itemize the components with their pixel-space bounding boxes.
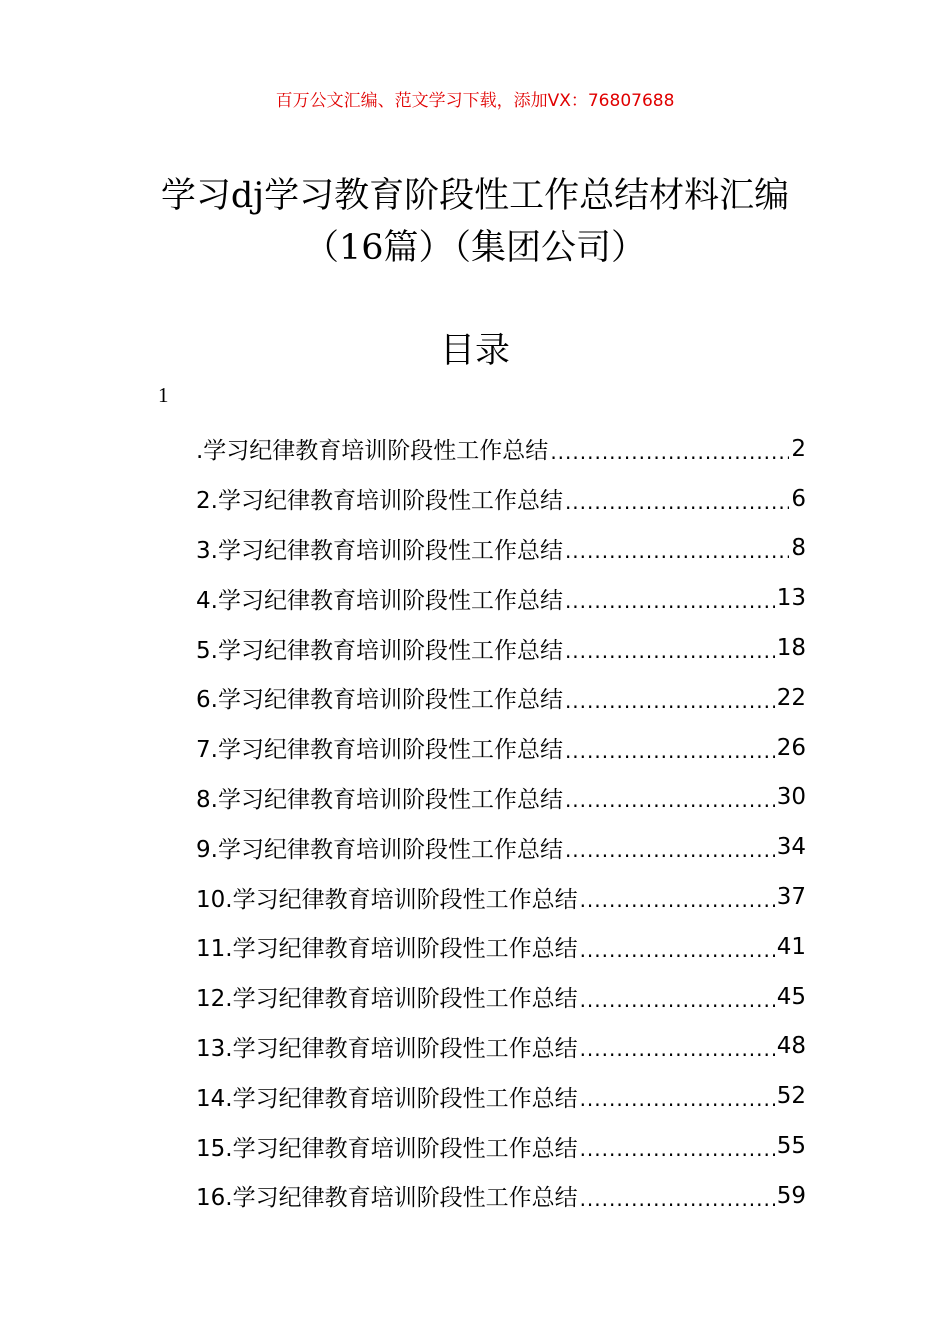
document-title xyxy=(100,170,850,274)
toc-leader-dots xyxy=(565,838,775,862)
toc-leader-dots xyxy=(580,1037,775,1061)
toc-leader-dots xyxy=(565,539,789,563)
toc-entry-label: .学习纪律教育培训阶段性工作总结 xyxy=(196,438,549,465)
toc-entry-page: 22 xyxy=(776,684,806,711)
toc-entry[interactable] xyxy=(196,1121,806,1171)
toc-leader-dots xyxy=(580,988,775,1012)
toc-entry-label: 16.学习纪律教育培训阶段性工作总结 xyxy=(196,1185,578,1212)
toc-entry-label: 9.学习纪律教育培训阶段性工作总结 xyxy=(196,836,563,863)
toc-entry[interactable] xyxy=(196,1171,806,1221)
toc-entry-label: 15.学习纪律教育培训阶段性工作总结 xyxy=(196,1135,578,1162)
toc-entry-page: 6 xyxy=(791,485,806,512)
title-line-1-post: 学习教育阶段性工作总结材料汇编 xyxy=(264,176,790,216)
toc-entry-label: 5.学习纪律教育培训阶段性工作总结 xyxy=(196,637,563,664)
toc-entry-page: 48 xyxy=(776,1033,806,1060)
toc-entry-page: 34 xyxy=(776,834,806,861)
toc-heading: 目录 xyxy=(439,331,510,371)
toc-leader-dots xyxy=(550,440,789,464)
toc-leader-dots xyxy=(580,1087,775,1111)
toc-leader-dots xyxy=(580,888,775,912)
toc-entry[interactable] xyxy=(196,972,806,1022)
toc-entry-page: 41 xyxy=(776,933,806,960)
toc-entry[interactable] xyxy=(196,474,806,524)
toc-entry-page: 26 xyxy=(776,734,806,761)
toc-entry-label: 6.学习纪律教育培训阶段性工作总结 xyxy=(196,687,563,714)
toc-entry-label: 12.学习纪律教育培训阶段性工作总结 xyxy=(196,986,578,1013)
toc-entry-page: 45 xyxy=(776,983,806,1010)
promo-banner: 百万公文汇编、范文学习下载，添加VX：76807688 xyxy=(275,91,675,111)
toc-entry-page: 59 xyxy=(776,1182,806,1209)
toc-entry-page: 37 xyxy=(776,884,806,911)
toc-leader-dots xyxy=(580,1187,775,1211)
toc-entry-label: 3.学习纪律教育培训阶段性工作总结 xyxy=(196,537,563,564)
toc-entry[interactable] xyxy=(196,623,806,673)
toc-entry-page: 13 xyxy=(776,585,806,612)
toc-entry-page: 52 xyxy=(776,1083,806,1110)
toc-entry-label: 7.学习纪律教育培训阶段性工作总结 xyxy=(196,737,563,764)
toc-entry[interactable] xyxy=(196,723,806,773)
toc-entry-page: 2 xyxy=(791,435,806,462)
title-line-1-pre: 学习 xyxy=(160,176,231,216)
toc-entry[interactable] xyxy=(196,1022,806,1072)
toc-entry[interactable] xyxy=(196,922,806,972)
title-line-2-open: （ xyxy=(303,228,339,268)
toc-entry[interactable] xyxy=(196,822,806,872)
toc-leader-dots xyxy=(565,739,775,763)
title-line-1-latin: dj xyxy=(230,176,265,216)
title-line-1 xyxy=(100,170,850,222)
toc-entry[interactable] xyxy=(196,1071,806,1121)
title-line-2 xyxy=(100,222,850,274)
toc-leader-dots xyxy=(565,639,775,663)
toc-entry-label: 14.学习纪律教育培训阶段性工作总结 xyxy=(196,1085,578,1112)
toc-entry-page: 55 xyxy=(776,1133,806,1160)
toc-leader-dots xyxy=(565,589,775,613)
title-line-2-num: 16 xyxy=(338,228,384,268)
toc-leader-dots xyxy=(565,490,789,514)
toc-entry-label: 4.学习纪律教育培训阶段性工作总结 xyxy=(196,587,563,614)
toc-entry[interactable] xyxy=(196,673,806,723)
toc-leader-dots xyxy=(565,788,775,812)
toc-entry[interactable] xyxy=(196,773,806,823)
toc-entry[interactable] xyxy=(196,524,806,574)
toc-leader-dots xyxy=(580,1137,775,1161)
toc-entry-label: 10.学习纪律教育培训阶段性工作总结 xyxy=(196,886,578,913)
title-line-2-post: 篇）（集团公司） xyxy=(383,228,647,268)
toc-entry[interactable] xyxy=(196,424,806,474)
toc-entry[interactable] xyxy=(196,573,806,623)
toc-entry-label: 2.学习纪律教育培训阶段性工作总结 xyxy=(196,488,563,515)
toc-leader-dots xyxy=(580,938,775,962)
toc-entry-page: 30 xyxy=(776,784,806,811)
toc-entry-label: 8.学习纪律教育培训阶段性工作总结 xyxy=(196,786,563,813)
toc-entry-page: 18 xyxy=(776,635,806,662)
stray-number: 1 xyxy=(158,383,169,407)
toc-entry[interactable] xyxy=(196,872,806,922)
table-of-contents xyxy=(196,424,806,1221)
toc-entry-label: 13.学习纪律教育培训阶段性工作总结 xyxy=(196,1035,578,1062)
toc-entry-page: 8 xyxy=(791,535,806,562)
toc-entry-label: 11.学习纪律教育培训阶段性工作总结 xyxy=(196,936,578,963)
toc-leader-dots xyxy=(565,689,775,713)
